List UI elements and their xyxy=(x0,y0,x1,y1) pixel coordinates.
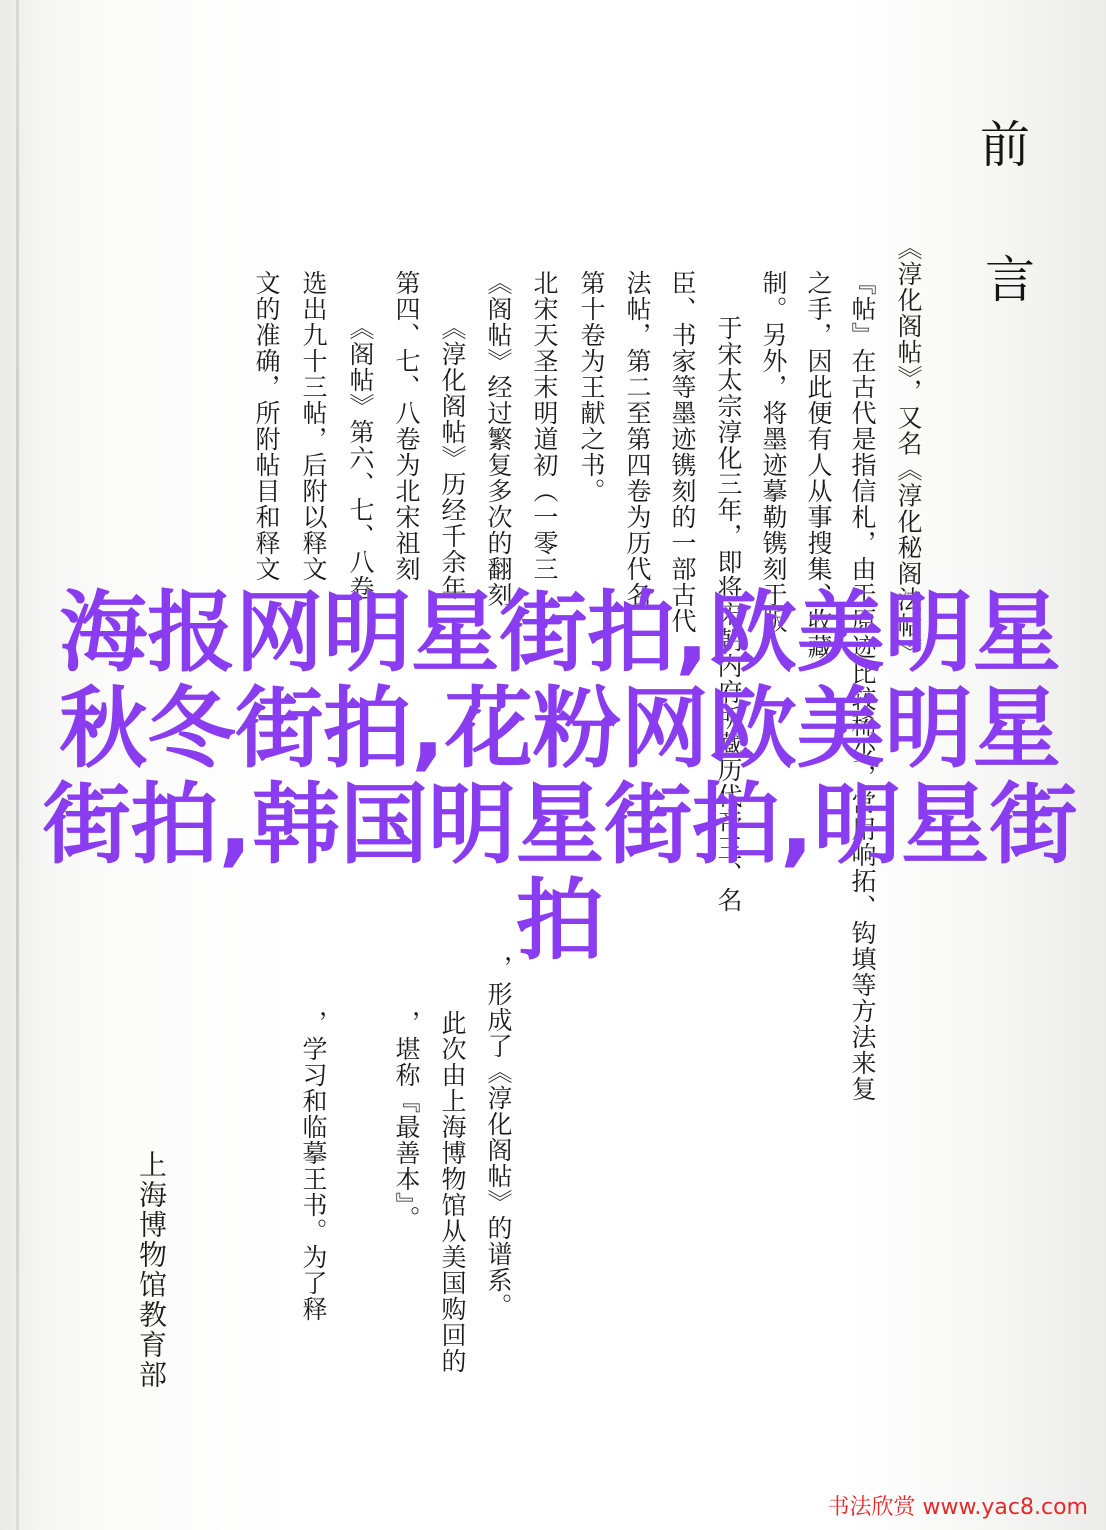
heading-char-qian: 前 xyxy=(980,116,1030,174)
heading-char-yan: 言 xyxy=(985,251,1035,309)
text-column-4: 制。另外，将墨迹摹勒镌刻于版 xyxy=(759,270,788,634)
text-column-13: 《阁帖》第六、七、八卷 xyxy=(346,315,375,601)
text-column-7: 法帖，第二至第四卷为历代名 xyxy=(623,270,652,608)
text-column-9: 北宋天圣末明道初（一零三 xyxy=(530,270,559,582)
text-column-lower-2: 此次由上海博物馆从美国购回的 xyxy=(438,1010,467,1374)
text-column-12: 第四、七、八卷为北宋祖刻 xyxy=(392,270,421,582)
publisher-signature: 上海博物馆教育部 xyxy=(135,1150,168,1390)
site-watermark: 书法欣赏 www.yac8.com xyxy=(827,1495,1088,1520)
text-column-lower-1: ，形成了《淳化阁帖》的谱系。 xyxy=(484,955,513,1319)
text-column-5: 于宋太宗淳化三年，即将宋朝内府所藏历代帝王、名 xyxy=(714,315,743,913)
text-column-10: 《阁帖》经过繁复多次的翻刻 xyxy=(484,270,513,608)
text-column-lower-4: ，学习和临摹王书。为了释 xyxy=(299,1010,328,1322)
text-column-1: 《淳化阁帖》，又名《淳化秘阁法帖》 xyxy=(894,235,923,665)
text-column-6: 臣、书家等墨迹镌刻的一部古代 xyxy=(668,270,697,634)
overlay-title: 海报网明星街拍,欧美明星秋冬街拍,花粉网欧美明星街拍,韩国明星街拍,明星街拍 xyxy=(42,581,1078,972)
page-edge-shadow xyxy=(16,0,19,1530)
text-column-15: 文的准确，所附帖目和释文 xyxy=(252,270,281,582)
text-column-3: 之手，因此便有人从事搜集、收藏 xyxy=(804,270,833,660)
text-column-lower-3: ，堪称『最善本』。 xyxy=(392,1010,421,1232)
text-column-2: 『帖』在古代是指信札，由于原迹比较稀少，常用响拓、钩填等方法来复 xyxy=(848,270,877,1102)
text-column-14: 选出九十三帖，后附以释文 xyxy=(299,270,328,582)
text-column-11: 《淳化阁帖》历经千余年 xyxy=(438,315,467,601)
text-column-8: 第十卷为王献之书。 xyxy=(577,270,606,504)
